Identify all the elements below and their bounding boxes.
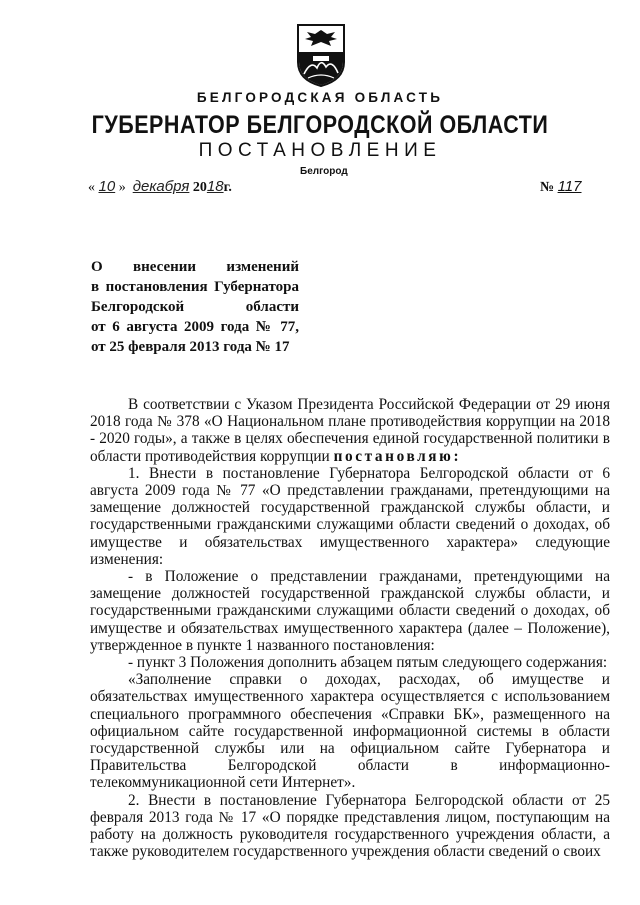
body-paragraph: 2. Внести в постановление Губернатора Белгородской области от 25 февраля 2013 года № 17 «О порядке представления лицом, поступающим на работу на должность руководителя государственного учреждения области, а также руководителем государственного учреждения области сведений о своих bbox=[90, 791, 610, 861]
date-year-unit: г. bbox=[223, 180, 232, 195]
date-day: 10 bbox=[98, 178, 116, 195]
body-paragraph bbox=[90, 396, 610, 465]
number-label: № bbox=[540, 180, 555, 195]
subject-line: Белгородской области bbox=[91, 299, 299, 315]
date-close-quote: » bbox=[118, 180, 126, 195]
date-open-quote: « bbox=[88, 180, 95, 195]
body-paragraph: - пункт 3 Положения дополнить абзацем пятым следующего содержания: bbox=[128, 654, 608, 672]
region-title: БЕЛГОРОДСКАЯ ОБЛАСТЬ bbox=[196, 90, 444, 105]
decree-keyword: постановляю: bbox=[333, 447, 462, 465]
governor-title: ГУБЕРНАТОР БЕЛГОРОДСКОЙ ОБЛАСТИ bbox=[91, 111, 549, 139]
preamble-text: В соответствии с Указом Президента Российской Федерации от 29 июня 2018 года № 378 «О Национальном плане противодействия коррупции на 2018 - 2020 годы», а также в целях обеспечения единой государственной политики в области противодействия коррупции bbox=[90, 396, 610, 465]
subject-line: О внесении изменений bbox=[91, 259, 299, 275]
document-type: ПОСТАНОВЛЕНИЕ bbox=[198, 140, 442, 161]
document-number bbox=[540, 178, 582, 196]
date-year-prefix: 20 bbox=[192, 180, 207, 195]
number-value: 117 bbox=[557, 178, 582, 195]
subject-line: в постановления Губернатора bbox=[91, 279, 299, 295]
date-month: декабря bbox=[132, 178, 190, 195]
subject-line: от 25 февраля 2013 года № 17 bbox=[91, 339, 290, 355]
coat-of-arms-emblem bbox=[295, 22, 347, 88]
body-paragraph: 1. Внести в постановление Губернатора Белгородской области от 6 августа 2009 года № 77 «О представлении гражданами, претендующими на замещение должностей государственной гражданской службы области, и государственными гражданскими служащими области сведений о доходах, об имуществе и обязательствах имущественного характера» следующие изменения: bbox=[90, 464, 610, 568]
body-paragraph: «Заполнение справки о доходах, расходах, об имуществе и обязательствах имущественного характера осуществляется с использованием специального программного обеспечения «Справки БК», размещенного на официальном сайте государственной информационной системы в области государственной службы или на официальном сайте Губернатора и Правительства Белгородской области в информационно-телекоммуникационной сети Интернет». bbox=[90, 671, 610, 792]
subject-line: от 6 августа 2009 года № 77, bbox=[91, 319, 299, 335]
body-paragraph: - в Положение о представлении гражданами, претендующими на замещение должностей государственной гражданской службы области, и государственными гражданскими служащими области сведений о доходах, об имуществе и обязательствах имущественного характера (далее – Положение), утвержденное в пункте 1 названного постановления: bbox=[90, 568, 610, 654]
date-year-suffix: 18 bbox=[206, 178, 224, 195]
document-subject bbox=[91, 257, 299, 357]
document-body bbox=[90, 396, 610, 860]
city-name: Белгород bbox=[300, 166, 348, 177]
document-date bbox=[88, 178, 232, 196]
